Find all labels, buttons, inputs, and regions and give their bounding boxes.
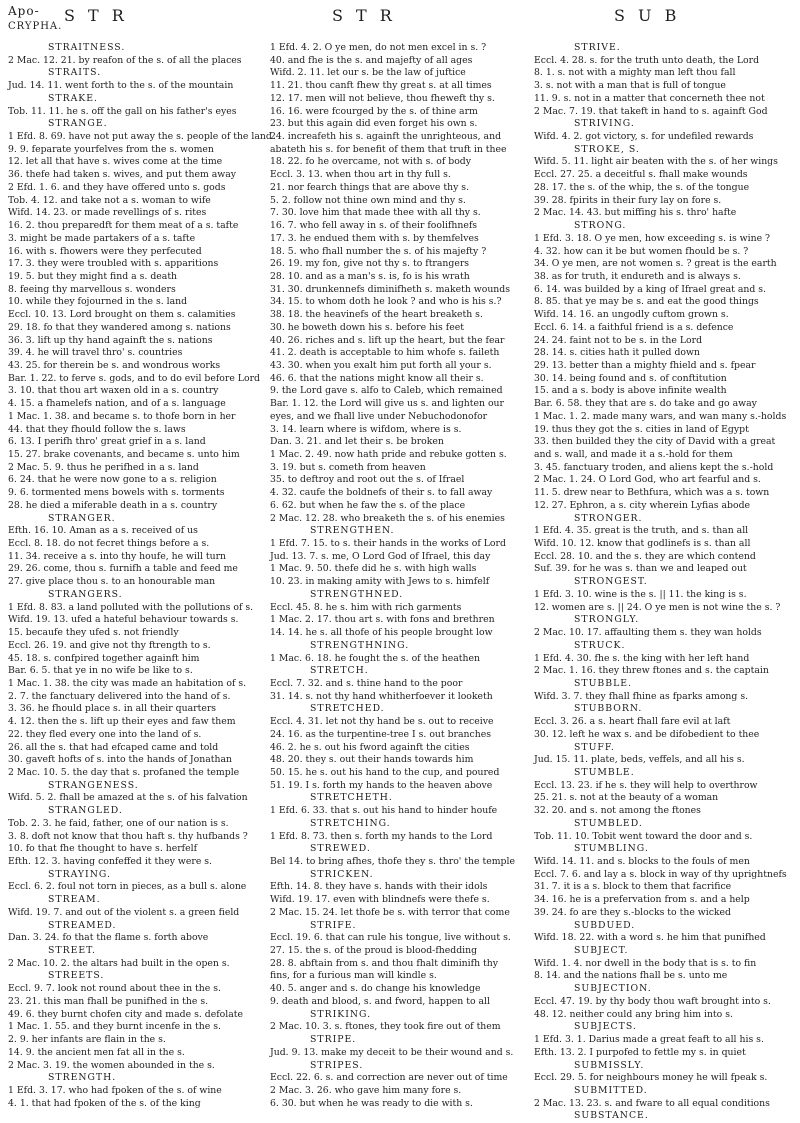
concordance-line: 41. 2. death is acceptable to him whofe s. faileth	[270, 347, 500, 359]
concordance-line: 2 Mac. 3. 19. the women abounded in the s.	[8, 1059, 215, 1071]
concordance-line: 12. let all that have s. wives come at the time	[8, 156, 223, 168]
concordance-line: 31. 7. it is a s. block to them that facrifice	[534, 881, 732, 893]
concordance-line: Wifd. 14. 16. an ungodly cuftom grown s.	[534, 309, 729, 321]
entry-headword: STRANGERS.	[48, 588, 123, 600]
entry-headword: STRETCHETH.	[310, 792, 393, 804]
concordance-line: 4. 15. a fhamelefs nation, and of a s. language	[8, 398, 226, 410]
concordance-line: 24. 16. as the turpentine-tree I s. out branches	[270, 728, 491, 740]
entry-headword: STRIVE.	[574, 42, 621, 53]
concordance-line: 30. 12. left he wax s. and be difobedient to thee	[534, 728, 760, 740]
header-catchword-1: S T R	[64, 6, 128, 25]
entry-headword: STRUCK.	[574, 639, 626, 651]
header-left-label	[8, 4, 62, 34]
entry-headword: STRIFE.	[310, 919, 357, 931]
concordance-line: 2 Mac. 10. 2. the altars had built in the open s.	[8, 957, 230, 969]
concordance-line: 43. 30. when you exalt him put forth all your s.	[270, 359, 492, 371]
concordance-line: 1 Mac. 9. 50. thefe did he s. with high walls	[270, 563, 477, 575]
concordance-line: 51. 19. I s. forth my hands to the heaven above	[270, 779, 493, 791]
concordance-line: 32. 20. and s. not among the ftones	[534, 805, 701, 817]
concordance-line: 40. and fhe is the s. and majefty of all ages	[270, 54, 473, 66]
concordance-line: 36. thefe had taken s. wives, and put them away	[8, 169, 237, 181]
concordance-line: 30. 14. being found and s. of conftitution	[534, 372, 727, 384]
concordance-line: 44. that they fhould follow the s. laws	[8, 423, 186, 435]
concordance-line: 7. 30. love him that made thee with all thy s.	[270, 207, 481, 219]
concordance-line: 3. 14. learn where is wifdom, where is s.	[270, 423, 462, 435]
concordance-line: 4. 12. then the s. lift up their eyes and faw them	[8, 716, 236, 728]
entry-headword: STRETCHED.	[310, 703, 385, 715]
concordance-line: Wifd. 2. 11. let our s. be the law of juftice	[270, 67, 466, 79]
concordance-line: Bar. 1. 12. the Lord will give us s. and lighten our	[270, 398, 504, 410]
concordance-line: 1 Efd. 6. 33. that s. out his hand to hinder houfe	[270, 805, 498, 817]
concordance-line: 39. 4. he will travel thro' s. countries	[8, 347, 183, 359]
concordance-line: 45. 18. s. confpired together againft him	[8, 652, 200, 664]
concordance-line: 11. 21. thou canft fhew thy great s. at all times	[270, 80, 492, 92]
entry-headword: STRAITS.	[48, 67, 102, 79]
concordance-line: Eccl. 4. 31. let not thy hand be s. out to receive	[270, 716, 494, 728]
concordance-line: Efth. 13. 2. I purpofed to fettle my s. in quiet	[534, 1046, 746, 1058]
concordance-line: 36. 3. lift up thy hand againft the s. nations	[8, 334, 213, 346]
entry-headword: STRETCH.	[310, 665, 369, 677]
concordance-line: abateth his s. for benefit of them that truft in thee	[270, 143, 507, 155]
concordance-line: Jud. 13. 7. s. me, O Lord God of Ifrael, this day	[270, 550, 491, 562]
entry-headword: STUMBLE.	[574, 766, 635, 778]
concordance-line: 11. 34. receive a s. into thy houfe, he will turn	[8, 550, 227, 562]
concordance-line: 10. fo that fhe thought to have s. herfelf	[8, 843, 198, 855]
concordance-column-1	[8, 42, 272, 1109]
concordance-line: Wifd. 19. 7. and out of the violent s. a green field	[8, 906, 240, 918]
concordance-line: 2 Mac. 12. 21. by reafon of the s. of all the places	[8, 54, 242, 66]
concordance-line: 28. 17. the s. of the whip, the s. of the tongue	[534, 181, 750, 193]
concordance-column-3	[534, 42, 794, 1122]
concordance-line: 6. 24. that he were now gone to a s. religion	[8, 474, 217, 486]
concordance-line: 1 Efd. 8. 69. have not put away the s. people of the land	[8, 131, 272, 143]
concordance-line: Eccl. 27. 25. a deceitful s. fhall make wounds	[534, 169, 748, 181]
concordance-line: Dan. 3. 21. and let their s. be broken	[270, 436, 444, 448]
concordance-line: 1 Mac. 2. 49. now hath pride and rebuke gotten s.	[270, 449, 507, 460]
concordance-line: 30. gaveft hofts of s. into the hands of Jonathan	[8, 754, 233, 766]
concordance-line: Eccl. 8. 18. do not fecret things before a s.	[8, 538, 210, 550]
concordance-line: Jud. 14. 11. went forth to the s. of the mountain	[8, 80, 234, 92]
concordance-line: Eccl. 13. 23. if he s. they will help to overthrow	[534, 779, 758, 791]
concordance-line: Wifd. 5. 11. light air beaten with the s. of her wings	[534, 156, 778, 168]
concordance-line: Eccl. 19. 6. that can rule his tongue, live without s.	[270, 932, 511, 944]
concordance-line: 9. death and blood, s. and fword, happen to all	[270, 995, 490, 1007]
concordance-line: Eccl. 45. 8. he s. him with rich garments	[270, 601, 462, 613]
entry-headword: STRENGTHEN.	[310, 525, 395, 537]
concordance-line: 1 Mac. 6. 18. he fought the s. of the heathen	[270, 652, 480, 664]
concordance-line: 34. 16. he is a prefervation from s. and a help	[534, 894, 750, 906]
concordance-line: 24. increafeth his s. againft the unrighteous, and	[270, 131, 502, 143]
concordance-line: 28. 10. and as a man's s. is, fo is his wrath	[270, 270, 470, 282]
entry-headword: STRENGTH.	[48, 1072, 117, 1084]
header-catchword-2: S T R	[332, 6, 396, 25]
concordance-line: 35. to deftroy and root out the s. of Ifrael	[270, 474, 465, 486]
concordance-line: 34. 15. to whom doth he look ? and who is his s.?	[270, 296, 502, 308]
header-catchword-3: S U B	[614, 6, 681, 25]
concordance-line: 19. thus they got the s. cities in land of Egypt	[534, 423, 749, 435]
concordance-line: 29. 26. come, thou s. furnifh a table and feed me	[8, 563, 238, 575]
concordance-line: Wifd. 5. 2. fhall be amazed at the s. of his falvation	[8, 792, 248, 804]
concordance-line: Jud. 9. 13. make my deceit to be their wound and s.	[270, 1046, 514, 1058]
concordance-line: 49. 6. they burnt chofen city and made s. defolate	[8, 1008, 243, 1020]
concordance-line: 27. 15. the s. of the proud is blood-fhedding	[270, 945, 478, 957]
concordance-line: 9. 9. feparate yourfelves from the s. women	[8, 143, 214, 155]
concordance-line: 29. 18. fo that they wandered among s. nations	[8, 321, 231, 333]
concordance-line: 3. 10. that thou art waxen old in a s. country	[8, 385, 219, 397]
header-apo: Apo-	[8, 4, 40, 18]
concordance-line: 8. 85. that ye may be s. and eat the good things	[534, 296, 759, 308]
concordance-line: 17. 3. they were troubled with s. apparitions	[8, 258, 219, 270]
concordance-line: Tob. 11. 11. he s. off the gall on his father's eyes	[8, 105, 237, 117]
concordance-line: 29. 13. better than a mighty fhield and s. fpear	[534, 359, 756, 371]
concordance-line: Bar. 1. 22. to ferve s. gods, and to do evil before Lord	[8, 372, 260, 384]
concordance-line: 16. 2. thou preparedft for them meat of a s. tafte	[8, 220, 239, 232]
entry-headword: SUBMISSLY.	[574, 1059, 645, 1071]
entry-headword: STRETCHING.	[310, 817, 391, 829]
concordance-line: Eccl. 9. 7. look not round about thee in the s.	[8, 983, 221, 995]
concordance-line: 1 Mac. 1. 2. made many wars, and wan many s.-holds	[534, 410, 787, 422]
concordance-line: 38. as for truth, it endureth and is always s.	[534, 270, 741, 282]
concordance-line: 4. 32. how can it be but women fhould be s. ?	[534, 245, 749, 257]
concordance-line: Bar. 6. 58. they that are s. do take and go away	[534, 398, 757, 410]
concordance-line: 16. 7. who fell away in s. of their foolifhnefs	[270, 220, 478, 232]
concordance-line: 40. 5. anger and s. do change his knowledge	[270, 983, 481, 995]
entry-headword: SUBDUED.	[574, 919, 636, 931]
concordance-line: 8. feeing thy marvellous s. wonders	[8, 283, 176, 295]
entry-headword: STRONGEST.	[574, 576, 648, 588]
entry-headword: STRANGENESS.	[48, 779, 139, 791]
concordance-line: 2 Mac. 3. 26. who gave him many fore s.	[270, 1084, 462, 1096]
entry-headword: STREET.	[48, 945, 96, 957]
concordance-line: Jud. 15. 11. plate, beds, veffels, and all his s.	[534, 754, 745, 766]
concordance-line: Eccl. 7. 32. and s. thine hand to the poor	[270, 677, 463, 689]
concordance-line: 6. 13. I perifh thro' great grief in a s. land	[8, 436, 206, 448]
concordance-line: Tob. 2. 3. he faid, father, one of our nation is s.	[8, 817, 229, 829]
concordance-line: Eccl. 10. 13. Lord brought on them s. calamities	[8, 309, 236, 321]
concordance-line: 18. 22. fo he overcame, not with s. of body	[270, 156, 472, 168]
concordance-line: Eccl. 3. 26. a s. heart fhall fare evil at laft	[534, 716, 731, 728]
concordance-line: Eccl. 47. 19. by thy body thou waft brought into s.	[534, 995, 771, 1007]
concordance-line: 21. nor fearch things that are above thy s.	[270, 181, 470, 193]
concordance-line: 1 Efd. 8. 73. then s. forth my hands to the Lord	[270, 830, 493, 842]
concordance-line: Eccl. 26. 19. and give not thy ftrength to s.	[8, 639, 211, 651]
concordance-line: Eccl. 28. 10. and the s. they are which contend	[534, 550, 756, 562]
concordance-line: 4. 1. that had fpoken of the s. of the king	[8, 1097, 201, 1109]
entry-headword: STREAMED.	[48, 919, 117, 931]
entry-headword: SUBJECT.	[574, 945, 629, 957]
entry-headword: STREWED.	[310, 843, 371, 855]
concordance-line: 1 Mac. 1. 38. the city was made an habitation of s.	[8, 677, 247, 689]
concordance-line: 26. 19. my fon, give not thy s. to ftrangers	[270, 258, 470, 270]
concordance-line: 25. 21. s. not at the beauty of a woman	[534, 792, 719, 804]
concordance-line: 2 Mac. 13. 23. s. and fware to all equal conditions	[534, 1097, 770, 1109]
concordance-line: 16. with s. fhowers were they perfecuted	[8, 245, 202, 257]
concordance-line: 3. 19. but s. cometh from heaven	[270, 461, 426, 473]
concordance-line: 23. 21. this man fhall be punifhed in the s.	[8, 995, 209, 1007]
running-header	[0, 0, 800, 46]
entry-headword: STRAITNESS.	[48, 42, 126, 53]
concordance-line: Wifd. 4. 2. got victory, s. for undefiled rewards	[534, 131, 754, 143]
concordance-line: Eccl. 22. 6. s. and correction are never out of time	[270, 1072, 508, 1084]
concordance-line: 34. O ye men, are not women s. ? great is the earth	[534, 258, 777, 270]
concordance-line: 2 Mac. 5. 9. thus he perifhed in a s. land	[8, 461, 199, 473]
concordance-line: Tob. 4. 12. and take not a s. woman to wife	[8, 194, 211, 206]
concordance-line: 27. give place thou s. to an honourable man	[8, 576, 216, 588]
concordance-line: 8. 1. s. not with a mighty man left thou fall	[534, 67, 736, 79]
concordance-line: fins, for a furious man will kindle s.	[270, 970, 437, 982]
concordance-line: 2 Mac. 10. 5. the day that s. profaned the temple	[8, 766, 240, 778]
entry-headword: SUBJECTION.	[574, 983, 652, 995]
concordance-line: 4. 32. caufe the boldnefs of their s. to fall away	[270, 487, 493, 499]
entry-headword: STUBBLE.	[574, 677, 632, 689]
entry-headword: STROKE, S.	[574, 143, 640, 155]
entry-headword: STREETS.	[48, 970, 105, 982]
concordance-line: Eccl. 3. 13. when thou art in thy full s.	[270, 169, 451, 181]
concordance-line: Wifd. 19. 13. ufed a hateful behaviour towards s.	[8, 614, 239, 626]
concordance-line: 2. 9. her infants are flain in the s.	[8, 1034, 166, 1046]
concordance-line: 9. 6. tormented mens bowels with s. torments	[8, 487, 225, 499]
concordance-line: 40. 26. riches and s. lift up the heart, but the fear	[270, 334, 505, 346]
concordance-line: Wifd. 14. 11. and s. blocks to the fouls of men	[534, 856, 750, 867]
concordance-line: 31. 30. drunkennefs diminifheth s. maketh wounds	[270, 283, 511, 295]
entry-headword: STRANGLED.	[48, 805, 123, 817]
concordance-line: 1 Efd. 3. 10. wine is the s. || 11. the king is s.	[534, 588, 747, 600]
concordance-line: Efth. 14. 8. they have s. hands with their idols	[270, 881, 488, 893]
entry-headword: STREAM.	[48, 894, 101, 906]
concordance-line: 24. 24. faint not to be s. in the Lord	[534, 334, 703, 346]
concordance-line: Efth. 12. 3. having confeffed it they were s.	[8, 856, 213, 867]
concordance-line: 2 Mac. 14. 43. but miffing his s. thro' hafte	[534, 207, 737, 219]
concordance-line: 33. then builded they the city of David with a great	[534, 436, 776, 448]
concordance-line: 3. 45. fanctuary troden, and aliens kept the s.-hold	[534, 461, 774, 473]
concordance-line: 3. s. not with a man that is full of tongue	[534, 80, 726, 92]
entry-headword: STUFF.	[574, 741, 615, 753]
concordance-line: 43. 25. for therein be s. and wondrous works	[8, 359, 221, 371]
concordance-line: Efth. 16. 10. Aman as a s. received of us	[8, 525, 198, 537]
concordance-line: 1 Efd. 7. 15. to s. their hands in the works of Lord	[270, 538, 506, 550]
concordance-column-2	[270, 42, 515, 1109]
concordance-line: Wifd. 18. 22. with a word s. he him that punifhed	[534, 932, 766, 944]
concordance-line: 2 Mac. 10. 17. affaulting them s. they wan holds	[534, 627, 762, 639]
concordance-line: 9. the Lord gave s. alfo to Caleb, which remained	[270, 385, 503, 397]
entry-headword: STRONGER.	[574, 512, 643, 524]
concordance-line: 38. 18. the heavinefs of the heart breaketh s.	[270, 309, 483, 321]
concordance-line: Wifd. 14. 23. or made revellings of s. rites	[8, 207, 207, 219]
concordance-line: 1 Efd. 4. 35. great is the truth, and s. than all	[534, 525, 749, 537]
concordance-line: 50. 15. he s. out his hand to the cup, and poured	[270, 766, 500, 778]
entry-headword: STUMBLING.	[574, 843, 649, 855]
concordance-line: 1 Efd. 3. 1. Darius made a great feaft to all his s.	[534, 1034, 764, 1046]
entry-headword: STRIKING.	[310, 1008, 372, 1020]
concordance-line: 48. 12. neither could any bring him into s.	[534, 1008, 733, 1020]
entry-headword: STRONGLY.	[574, 614, 640, 626]
entry-headword: STRICKEN.	[310, 868, 374, 880]
concordance-line: 1 Efd. 4. 2. O ye men, do not men excel in s. ?	[270, 42, 487, 53]
concordance-line: 6. 62. but when he faw the s. of the place	[270, 499, 466, 511]
concordance-line: Eccl. 29. 5. for neighbours money he will fpeak s.	[534, 1072, 768, 1084]
concordance-line: 2 Mac. 1. 16. they threw ftones and s. the captain	[534, 665, 769, 677]
concordance-line: 23. but this again did even forget his own s.	[270, 118, 478, 130]
concordance-line: 31. 14. s. not thy hand whitherfoever it looketh	[270, 690, 493, 702]
concordance-line: 16. 16. were fcourged by the s. of thine arm	[270, 105, 478, 117]
concordance-line: 17. 3. he endued them with s. by themfelves	[270, 232, 479, 244]
entry-headword: STRANGE.	[48, 118, 108, 130]
concordance-line: Tob. 11. 10. Tobit went toward the door and s.	[534, 830, 753, 842]
concordance-line: 3. 36. he fhould place s. in all their quarters	[8, 703, 217, 715]
concordance-line: Wifd. 10. 12. know that godlinefs is s. than all	[534, 538, 751, 550]
concordance-line: 10. 23. in making amity with Jews to s. himfelf	[270, 576, 490, 588]
concordance-line: 2 Mac. 12. 28. who breaketh the s. of his enemies	[270, 512, 505, 524]
concordance-line: 5. 2. follow not thine own mind and thy s.	[270, 194, 466, 206]
entry-headword: STRENGTHNED.	[310, 588, 404, 600]
concordance-line: 28. he died a miferable death in a s. country	[8, 499, 218, 511]
concordance-line: 11. 5. drew near to Bethfura, which was a s. town	[534, 487, 770, 499]
concordance-line: 15. 27. brake covenants, and became s. unto him	[8, 449, 240, 460]
entry-headword: SUBJECTS.	[574, 1021, 637, 1033]
concordance-line: 14. 9. the ancient men fat all in the s.	[8, 1046, 185, 1058]
concordance-line: 28. 14. s. cities hath it pulled down	[534, 347, 700, 359]
concordance-line: eyes, and we fhall live under Nebuchodonofor	[270, 410, 488, 422]
concordance-line: 2. 7. the fanctuary delivered into the hand of s.	[8, 690, 231, 702]
concordance-line: Eccl. 4. 28. s. for the truth unto death, the Lord	[534, 54, 760, 66]
entry-headword: STRIPES.	[310, 1059, 364, 1071]
concordance-line: Wifd. 19. 17. even with blindnefs were thefe s.	[270, 894, 490, 906]
concordance-line: 1 Efd. 8. 83. a land polluted with the pollutions of s.	[8, 601, 254, 613]
concordance-line: 26. all the s. that had efcaped came and told	[8, 741, 219, 753]
entry-headword: STRONG.	[574, 220, 627, 232]
entry-headword: STUMBLED.	[574, 817, 643, 829]
concordance-line: 1 Efd. 3. 18. O ye men, how exceeding s. is wine ?	[534, 232, 771, 244]
concordance-line: 15. and a s. body is above infinite wealth	[534, 385, 727, 397]
concordance-line: 46. 2. he s. out his fword againft the cities	[270, 741, 470, 753]
concordance-line: 2 Mac. 10. 3. s. ftones, they took fire out of them	[270, 1021, 501, 1033]
concordance-line: 8. 14. and the nations fhall be s. unto me	[534, 970, 728, 982]
entry-headword: STRAYING.	[48, 868, 111, 880]
concordance-line: Wifd. 3. 7. they fhall fhine as fparks among s.	[534, 690, 749, 702]
concordance-line: 39. 24. fo are they s.-blocks to the wicked	[534, 906, 732, 918]
concordance-line: 1 Mac. 2. 17. thou art s. with fons and brethren	[270, 614, 495, 626]
concordance-line: Bar. 6. 5. that ye in no wife be like to s.	[8, 665, 193, 677]
concordance-line: 2 Mac. 1. 24. O Lord God, who art fearful and s.	[534, 474, 761, 486]
entry-headword: SUBMITTED.	[574, 1084, 648, 1096]
concordance-line: 22. they fled every one into the land of s.	[8, 728, 202, 740]
concordance-line: Eccl. 7. 6. and lay a s. block in way of thy uprightnefs	[534, 868, 787, 880]
entry-headword: SUBSTANCE.	[574, 1110, 649, 1122]
concordance-line: 46. 6. that the nations might know all their s.	[270, 372, 484, 384]
concordance-line: 2 Efd. 1. 6. and they have offered unto s. gods	[8, 181, 226, 193]
entry-headword: STRENGTHNING.	[310, 639, 410, 651]
concordance-line: 48. 20. they s. out their hands towards him	[270, 754, 474, 766]
concordance-line: 15. becaufe they ufed s. not friendly	[8, 627, 179, 639]
concordance-line: 28. 8. abftain from s. and thou fhalt diminifh thy	[270, 957, 499, 969]
concordance-line: Eccl. 6. 2. foul not torn in pieces, as a bull s. alone	[8, 881, 247, 893]
concordance-line: 30. he boweth down his s. before his feet	[270, 321, 464, 333]
concordance-line: 12. 27. Ephron, a s. city wherein Lyfias abode	[534, 499, 751, 511]
concordance-line: 18. 5. who fhall number the s. of his majefty ?	[270, 245, 487, 257]
concordance-line: 6. 14. was builded by a king of Ifrael great and s.	[534, 283, 767, 295]
concordance-line: 2 Mac. 7. 19. that takeft in hand to s. againft God	[534, 105, 768, 117]
concordance-line: 1 Mac. 1. 55. and they burnt incenfe in the s.	[8, 1021, 221, 1033]
concordance-line: 1 Efd. 3. 17. who had fpoken of the s. of wine	[8, 1084, 222, 1096]
concordance-line: 10. while they fojourned in the s. land	[8, 296, 188, 308]
entry-headword: STRIVING.	[574, 118, 635, 130]
entry-headword: STRAKE.	[48, 92, 98, 104]
concordance-line: 3. might be made partakers of a s. tafte	[8, 232, 196, 244]
concordance-line: Wifd. 1. 4. nor dwell in the body that is s. to fin	[534, 957, 757, 969]
header-crypha: CRYPHA.	[8, 21, 63, 32]
concordance-line: 2 Mac. 15. 24. let thofe be s. with terror that come	[270, 906, 510, 918]
entry-headword: STRIPE.	[310, 1034, 357, 1046]
entry-headword: STUBBORN.	[574, 703, 643, 715]
concordance-line: 14. 14. he s. all thofe of his people brought low	[270, 627, 493, 639]
concordance-line: and s. wall, and made it a s.-hold for them	[534, 449, 733, 460]
entry-headword: STRANGER.	[48, 512, 116, 524]
concordance-line: 3. 8. doft not know that thou haft s. thy hufbands ?	[8, 830, 248, 842]
concordance-line: 12. women are s. || 24. O ye men is not wine the s. ?	[534, 601, 781, 613]
concordance-line: Bel 14. to bring afhes, thofe they s. thro' the temple	[270, 856, 515, 867]
concordance-line: 39. 28. fpirits in their fury lay on fore s.	[534, 194, 722, 206]
concordance-line: 19. 5. but they might find a s. death	[8, 270, 178, 282]
concordance-line: 11. 9. s. not in a matter that concerneth thee not	[534, 92, 765, 104]
concordance-line: Dan. 3. 24. fo that the flame s. forth above	[8, 932, 209, 944]
concordance-line: 6. 30. but when he was ready to die with s.	[270, 1097, 473, 1109]
concordance-line: 12. 17. men will not believe, thou fheweft thy s.	[270, 92, 495, 104]
concordance-line: Suf. 39. for he was s. than we and leaped out	[534, 563, 747, 575]
concordance-line: Eccl. 6. 14. a faithful friend is a s. defence	[534, 321, 734, 333]
concordance-line: 1 Efd. 4. 30. fhe s. the king with her left hand	[534, 652, 750, 664]
concordance-line: 1 Mac. 1. 38. and became s. to thofe born in her	[8, 410, 236, 422]
